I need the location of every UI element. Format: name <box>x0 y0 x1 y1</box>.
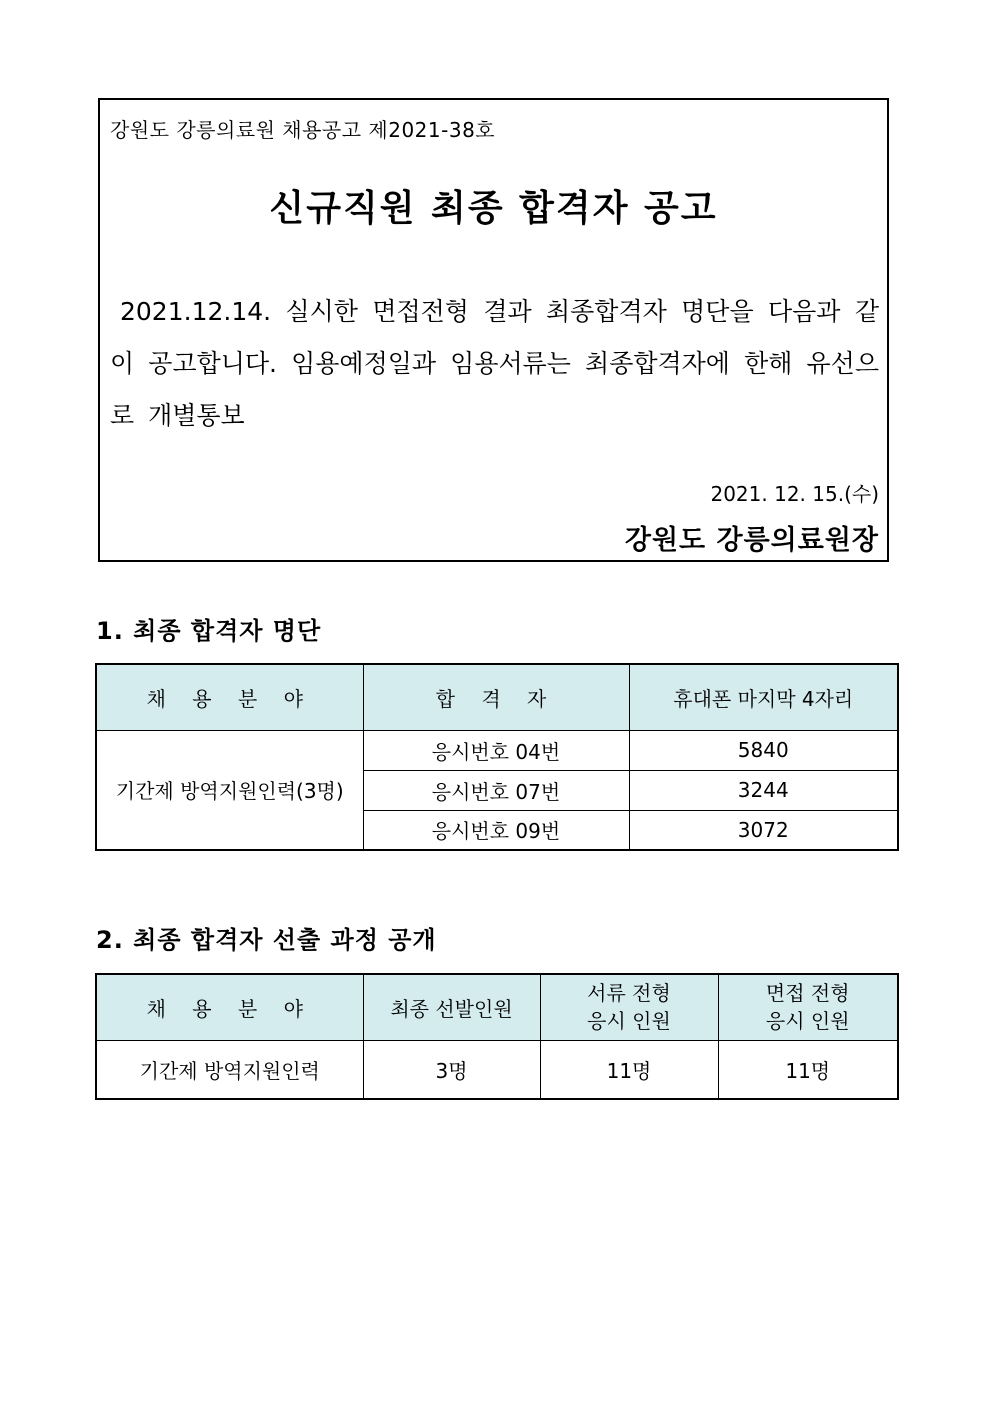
selection-table-header <box>96 974 898 1040</box>
applicant-cell: 응시번호 09번 <box>363 810 629 850</box>
notice-signature: 강원도 강릉의료원장 <box>624 525 879 556</box>
header-interview-line2: 응시 인원 <box>765 1009 850 1034</box>
notice-date: 2021. 12. 15.(수) <box>710 482 879 506</box>
header-field: 채 용 분 야 <box>96 974 363 1040</box>
applicant-cell: 응시번호 04번 <box>363 730 629 770</box>
notice-title: 신규직원 최종 합격자 공고 <box>269 188 718 229</box>
header-phone: 휴대폰 마지막 4자리 <box>629 664 898 730</box>
field-cell: 기간제 방역지원인력 <box>96 1040 363 1099</box>
table-row <box>96 1040 898 1099</box>
interview-count-cell: 11명 <box>718 1040 898 1099</box>
selection-process-table <box>95 973 899 1100</box>
header-final-count: 최종 선발인원 <box>363 974 540 1040</box>
table-row <box>96 730 898 770</box>
finalist-table-header <box>96 664 898 730</box>
notice-box <box>98 98 889 562</box>
section1-heading: 1. 최종 합격자 명단 <box>96 617 322 645</box>
final-count-cell: 3명 <box>363 1040 540 1099</box>
header-document-line2: 응시 인원 <box>587 1009 671 1034</box>
field-cell: 기간제 방역지원인력(3명) <box>96 730 363 850</box>
phone-cell: 5840 <box>629 730 898 770</box>
header-document-line1: 서류 전형 <box>587 981 671 1006</box>
applicant-cell: 응시번호 07번 <box>363 770 629 810</box>
finalist-table <box>95 663 899 851</box>
notice-number: 강원도 강릉의료원 채용공고 제2021-38호 <box>110 118 496 142</box>
phone-cell: 3072 <box>629 810 898 850</box>
phone-cell: 3244 <box>629 770 898 810</box>
notice-body <box>110 286 879 442</box>
notice-body-text: 2021.12.14. 실시한 면접전형 결과 최종합격자 명단을 다음과 같이 공고합니다. 임용예정일과 임용서류는 최종합격자에 한해 유선으로 개별통보 <box>110 297 879 430</box>
document-count-cell: 11명 <box>540 1040 718 1099</box>
header-field: 채 용 분 야 <box>96 664 363 730</box>
header-document-screening <box>540 974 718 1040</box>
header-interview-screening <box>718 974 898 1040</box>
section2-heading: 2. 최종 합격자 선출 과정 공개 <box>96 926 437 954</box>
header-applicant: 합 격 자 <box>363 664 629 730</box>
header-interview-line1: 면접 전형 <box>765 981 850 1006</box>
